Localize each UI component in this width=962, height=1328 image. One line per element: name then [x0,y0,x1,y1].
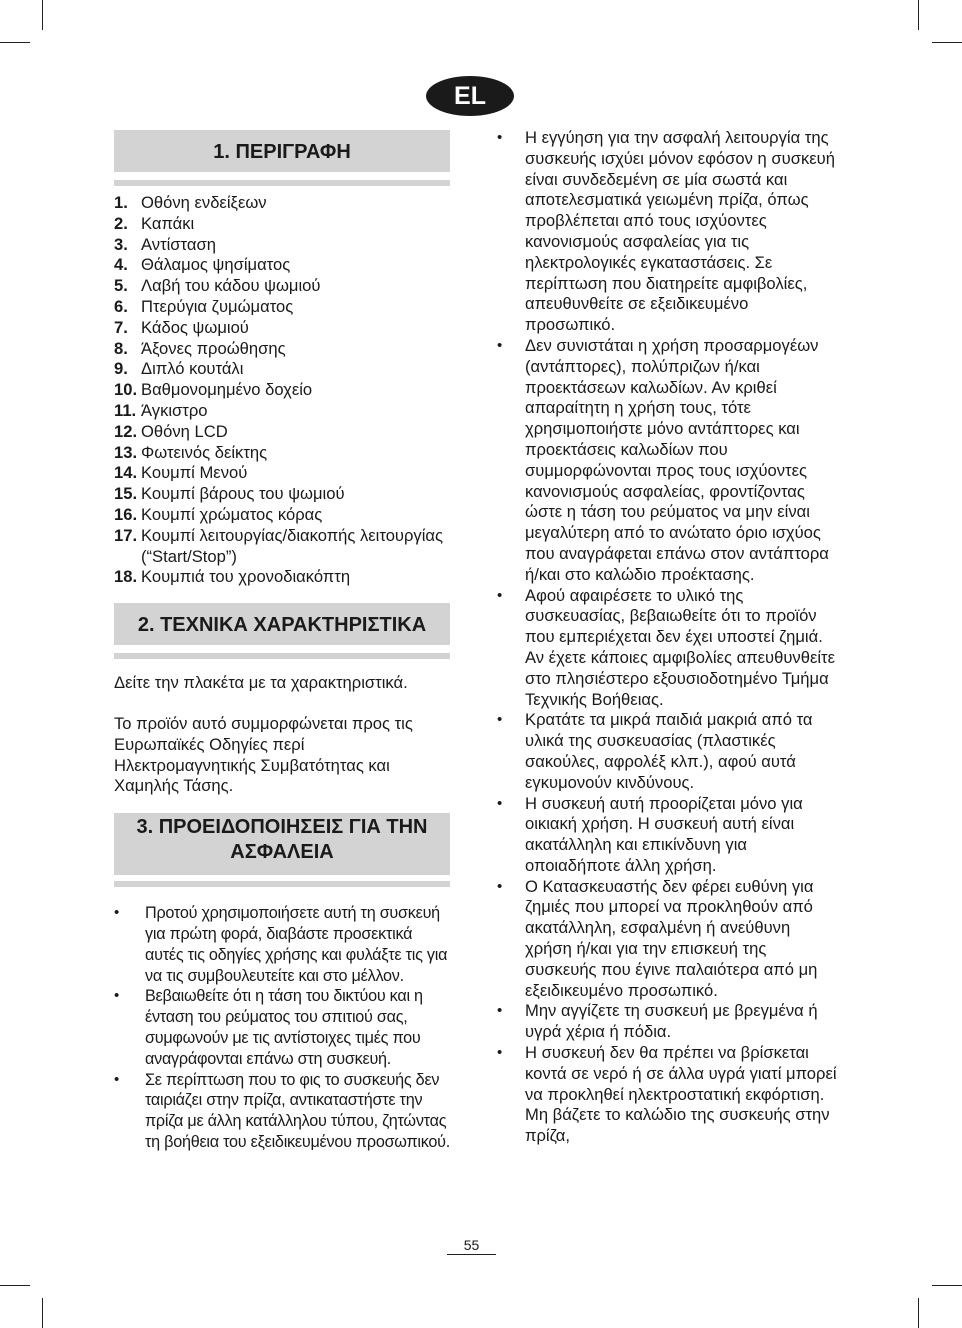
list-item [114,297,450,318]
item-number: 7. [114,317,128,337]
list-item [114,903,450,986]
bullet-glyph: • [497,1002,503,1020]
list-item [114,443,450,464]
list-item [496,1001,841,1043]
bullet-glyph: • [497,794,503,812]
list-item [496,877,841,1002]
item-text: Κουμπί χρώματος κόρας [141,504,323,524]
safety-title-line-1: 3. ΠΡΟΕΙΔΟΠΟΙΗΣΕΙΣ ΓΙΑ ΤΗΝ [136,816,428,839]
list-item [114,567,450,588]
list-item [496,336,841,586]
bullet-glyph: • [497,129,503,146]
list-item [114,422,450,443]
list-item [496,1043,841,1147]
item-number: 5. [114,276,128,296]
item-text: Κουμπί λειτουργίας/διακοπής λειτουργίας (“Start/Stop”) [141,525,444,566]
bullet-text: Ο Κατασκευαστής δεν φέρει ευθύνη για ζημιές που μπορεί να προκληθούν από ακατάλληλη, εσφαλμένη ή ανεύθυνη χρήση ή/και για την επισκευή της συσκευής που έγινε παλαιότερα από μη εξειδικευμένο προσωπικό. [525,876,818,1000]
bullet-text: Η εγγύηση για την ασφαλή λειτουργία της συσκευής ισχύει μόνον εφόσον η συσκευή είναι συνδεδεμένη σε μία σωστά και αποτελεσματικά γειωμένη πρίζα, όπως προβλέπεται από τους ισχύοντες κανονισμούς ασφαλείας για τις ηλεκτρολογικές εγκαταστάσεις. Σε περίπτωση που διατηρείτε αμφιβολίες, απευθυνθείτε σε εξειδικευμένο προσωπικό. [525,128,835,335]
list-item [114,484,450,505]
crop-mark [42,0,43,30]
safety-bullets-left [114,903,450,1153]
item-text: Διπλό κουτάλι [141,359,244,379]
bullet-glyph: • [497,877,503,895]
bullet-text: Δεν συνιστάται η χρήση προσαρμογέων (αντάπτορες), πολύπριζων ή/και προεκτάσεων καλωδίων. Αν κριθεί απαραίτητη η χρήση τους, τότε χρησιμοποιήστε μόνο αντάπτορες και προεκτάσεις καλωδίων που συμμορφώνονται προς τους ισχύοντες κανονισμούς ασφαλείας, φροντίζοντας ώστε η τάση του ρεύματος να μην είναι μεγαλύτερη από το ανώτατο όριο ισχύος που αναγράφεται επάνω στον αντάπτορα ή/και στο καλώδιο προέκτασης. [525,335,829,584]
section-rule [114,881,450,887]
item-number: 17. [114,525,138,545]
page-number-rule [447,1254,496,1255]
crop-mark [932,1285,962,1286]
item-number: 8. [114,338,128,358]
parts-list [114,193,450,588]
item-number: 4. [114,255,128,275]
list-item [114,276,450,297]
list-item [114,318,450,339]
item-number: 12. [114,421,138,441]
item-number: 3. [114,234,128,254]
list-item [114,401,450,422]
crop-mark [42,1298,43,1328]
bullet-glyph: • [114,904,120,922]
item-text: Πτερύγια ζυμώματος [141,296,294,316]
crop-mark [918,0,919,30]
list-item [114,526,450,568]
item-number: 1. [114,193,128,212]
crop-mark [0,42,30,43]
safety-title-line-2: ΑΣΦΑΛΕΙΑ [230,841,334,864]
list-item [114,463,450,484]
bullet-glyph: • [497,586,503,604]
language-badge: EL [426,76,514,116]
bullet-text: Η συσκευή δεν θα πρέπει να βρίσκεται κοντά σε νερό ή σε άλλα υγρά γιατί μπορεί να προκληθεί ηλεκτροστατική εκφόρτιση. Μη βάζετε το καλώδιο της συσκευής στην πρίζα, [525,1043,837,1146]
bullet-text: Σε περίπτωση που το φις το συσκευής δεν ταιριάζει στην πρίζα, αντικαταστήστε την πρίζα με άλλη κατάλληλου τύπου, ζητώντας τη βοήθεια του εξειδικευμένου προσωπικού. [145,1070,450,1151]
bullet-glyph: • [497,711,503,729]
section-heading-safety [114,813,450,875]
bullet-text: Κρατάτε τα μικρά παιδιά μακριά από τα υλικά της συσκευασίας (πλαστικές σακούλες, αφρολέξ κλπ.), αφού αυτά εγκυμονούν κινδύνους. [525,710,813,792]
item-number: 10. [114,380,138,400]
item-text: Φωτεινός δείκτης [141,442,268,462]
item-number: 16. [114,504,138,524]
crop-mark [0,1285,30,1286]
item-text: Οθόνη ενδείξεων [141,193,267,212]
bullet-text: Η συσκευή αυτή προορίζεται μόνο για οικιακή χρήση. Η συσκευή αυτή είναι ακατάλληλη και επικίνδυνη για οποιαδήποτε άλλη χρήση. [525,793,803,875]
list-item [496,128,841,336]
technical-paragraph-2: Το προϊόν αυτό συμμορφώνεται προς τις Ευρωπαϊκές Οδηγίες περί Ηλεκτρομαγνητικής Συμβατότητας και Χαμηλής Τάσης. [114,713,413,796]
section-heading-description: 1. ΠΕΡΙΓΡΑΦΗ [114,130,450,172]
bullet-glyph: • [114,987,120,1005]
list-item [114,1070,450,1153]
item-text: Κουμπιά του χρονοδιακόπτη [141,567,351,587]
item-text: Οθόνη LCD [141,421,228,441]
item-number: 13. [114,442,138,462]
bullet-text: Βεβαιωθείτε ότι η τάση του δικτύου και η ένταση του ρεύματος του σπιτιού σας, συμφωνούν με τις αντίστοιχες τιμές που αναγράφονται επάνω στη συσκευή. [145,987,423,1068]
list-item [496,710,841,793]
item-number: 2. [114,213,128,233]
list-item [114,986,450,1069]
section-rule [114,653,450,659]
item-number: 15. [114,484,138,504]
list-item [496,794,841,877]
bullet-glyph: • [114,1070,120,1088]
bullet-text: Αφού αφαιρέσετε το υλικό της συσκευασίας, βεβαιωθείτε ότι το προϊόν που εμπεριέχεται δεν έχει υποστεί ζημιά. Αν έχετε κάποιες αμφιβολίες απευθυνθείτε στο πλησιέστερο εξουσιοδοτημένο Τμήμα Τεχνικής Βοήθειας. [525,585,835,709]
section-heading-technical: 2. ΤΕΧΝΙΚΑ ΧΑΡΑΚΤΗΡΙΣΤΙΚΑ [114,603,450,645]
item-number: 9. [114,359,128,379]
technical-paragraph-1: Δείτε την πλακέτα με τα χαρακτηριστικά. [114,673,408,693]
item-number: 18. [114,567,138,587]
item-text: Άγκιστρο [141,400,208,420]
list-item [114,339,450,360]
item-number: 6. [114,296,128,316]
bullet-glyph: • [497,336,503,354]
list-item [114,505,450,526]
item-text: Κάδος ψωμιού [141,317,249,337]
item-text: Κουμπί Μενού [141,463,248,483]
bullet-text: Προτού χρησιμοποιήσετε αυτή τη συσκευή για πρώτη φορά, διαβάστε προσεκτικά αυτές τις οδηγίες χρήσης και φυλάξτε τις για να τις συμβουλευτείτε και στο μέλλον. [145,904,448,985]
list-item [114,380,450,401]
item-number: 11. [114,400,137,420]
crop-mark [932,42,962,43]
item-text: Θάλαμος ψησίματος [141,255,291,275]
left-column [114,128,450,1153]
item-text: Κουμπί βάρους του ψωμιού [141,484,345,504]
item-text: Καπάκι [141,213,195,233]
crop-mark [918,1298,919,1328]
section-rule [114,180,450,186]
item-number: 14. [114,463,138,483]
list-item [114,214,450,235]
bullet-text: Μην αγγίζετε τη συσκευή με βρεγμένα ή υγρά χέρια ή πόδια. [525,1001,818,1042]
page-number: 55 [463,1237,480,1253]
list-item [114,255,450,276]
list-item [496,586,841,711]
right-column [496,128,841,1147]
item-text: Αντίσταση [141,234,216,254]
bullet-glyph: • [497,1044,503,1062]
item-text: Άξονες προώθησης [141,338,286,358]
item-text: Βαθμονομημένο δοχείο [141,380,313,400]
item-text: Λαβή του κάδου ψωμιού [141,276,321,296]
list-item [114,359,450,380]
list-item [114,193,450,214]
safety-bullets-right [496,128,841,1147]
list-item [114,235,450,256]
